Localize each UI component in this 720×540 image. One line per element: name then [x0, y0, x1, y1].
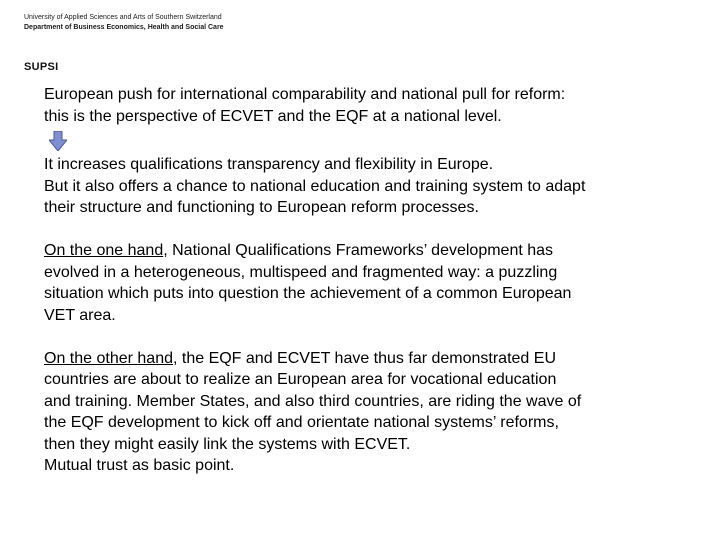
increases-line: It increases qualifications transparency and flexibility in Europe. [44, 156, 494, 173]
other-hand-line: the EQF development to kick off and orientate national systems’ reforms, [44, 414, 559, 431]
other-hand-rest: , the EQF and ECVET have thus far demonstrated EU [172, 349, 556, 367]
one-hand-line: situation which puts into question the achievement of a common European [44, 285, 572, 302]
paragraph-gap [44, 326, 694, 348]
department-name: Department of Business Economics, Health and Social Care [24, 24, 224, 31]
other-hand-line: and training. Member States, and also third countries, are riding the wave of [44, 392, 582, 410]
other-hand-line [44, 348, 694, 370]
intro-line: European push for international comparability and national pull for reform: [44, 86, 566, 103]
main-content [44, 84, 694, 477]
brand-logo: SUPSI [24, 61, 59, 73]
mutual-trust-line: Mutual trust as basic point. [44, 457, 235, 474]
header [24, 13, 224, 33]
increases-line: their structure and functioning to European reform processes. [44, 199, 479, 216]
other-hand-paragraph [44, 348, 694, 477]
one-hand-paragraph [44, 240, 694, 326]
paragraph-gap [44, 219, 694, 241]
one-hand-rest: , National Qualifications Frameworks’ development has [163, 242, 554, 259]
other-hand-lead: On the other hand [44, 349, 173, 367]
intro-paragraph [44, 84, 694, 127]
one-hand-line: evolved in a heterogeneous, multispeed and fragmented way: a puzzling [44, 263, 558, 281]
other-hand-line: then they might easily link the systems with ECVET. [44, 435, 411, 453]
one-hand-line [44, 240, 694, 262]
one-hand-line: VET area. [44, 306, 116, 324]
other-hand-line: countries are about to realize an European area for vocational education [44, 371, 557, 388]
increases-line: But it also offers a chance to national education and training system to adapt [44, 177, 586, 195]
intro-line: this is the perspective of ECVET and the EQF at a national level. [44, 107, 502, 125]
down-arrow-icon [49, 131, 67, 151]
one-hand-lead: On the one hand [44, 242, 164, 259]
increases-paragraph [44, 154, 694, 219]
institution-name: University of Applied Sciences and Arts of Southern Switzerland [24, 14, 222, 21]
